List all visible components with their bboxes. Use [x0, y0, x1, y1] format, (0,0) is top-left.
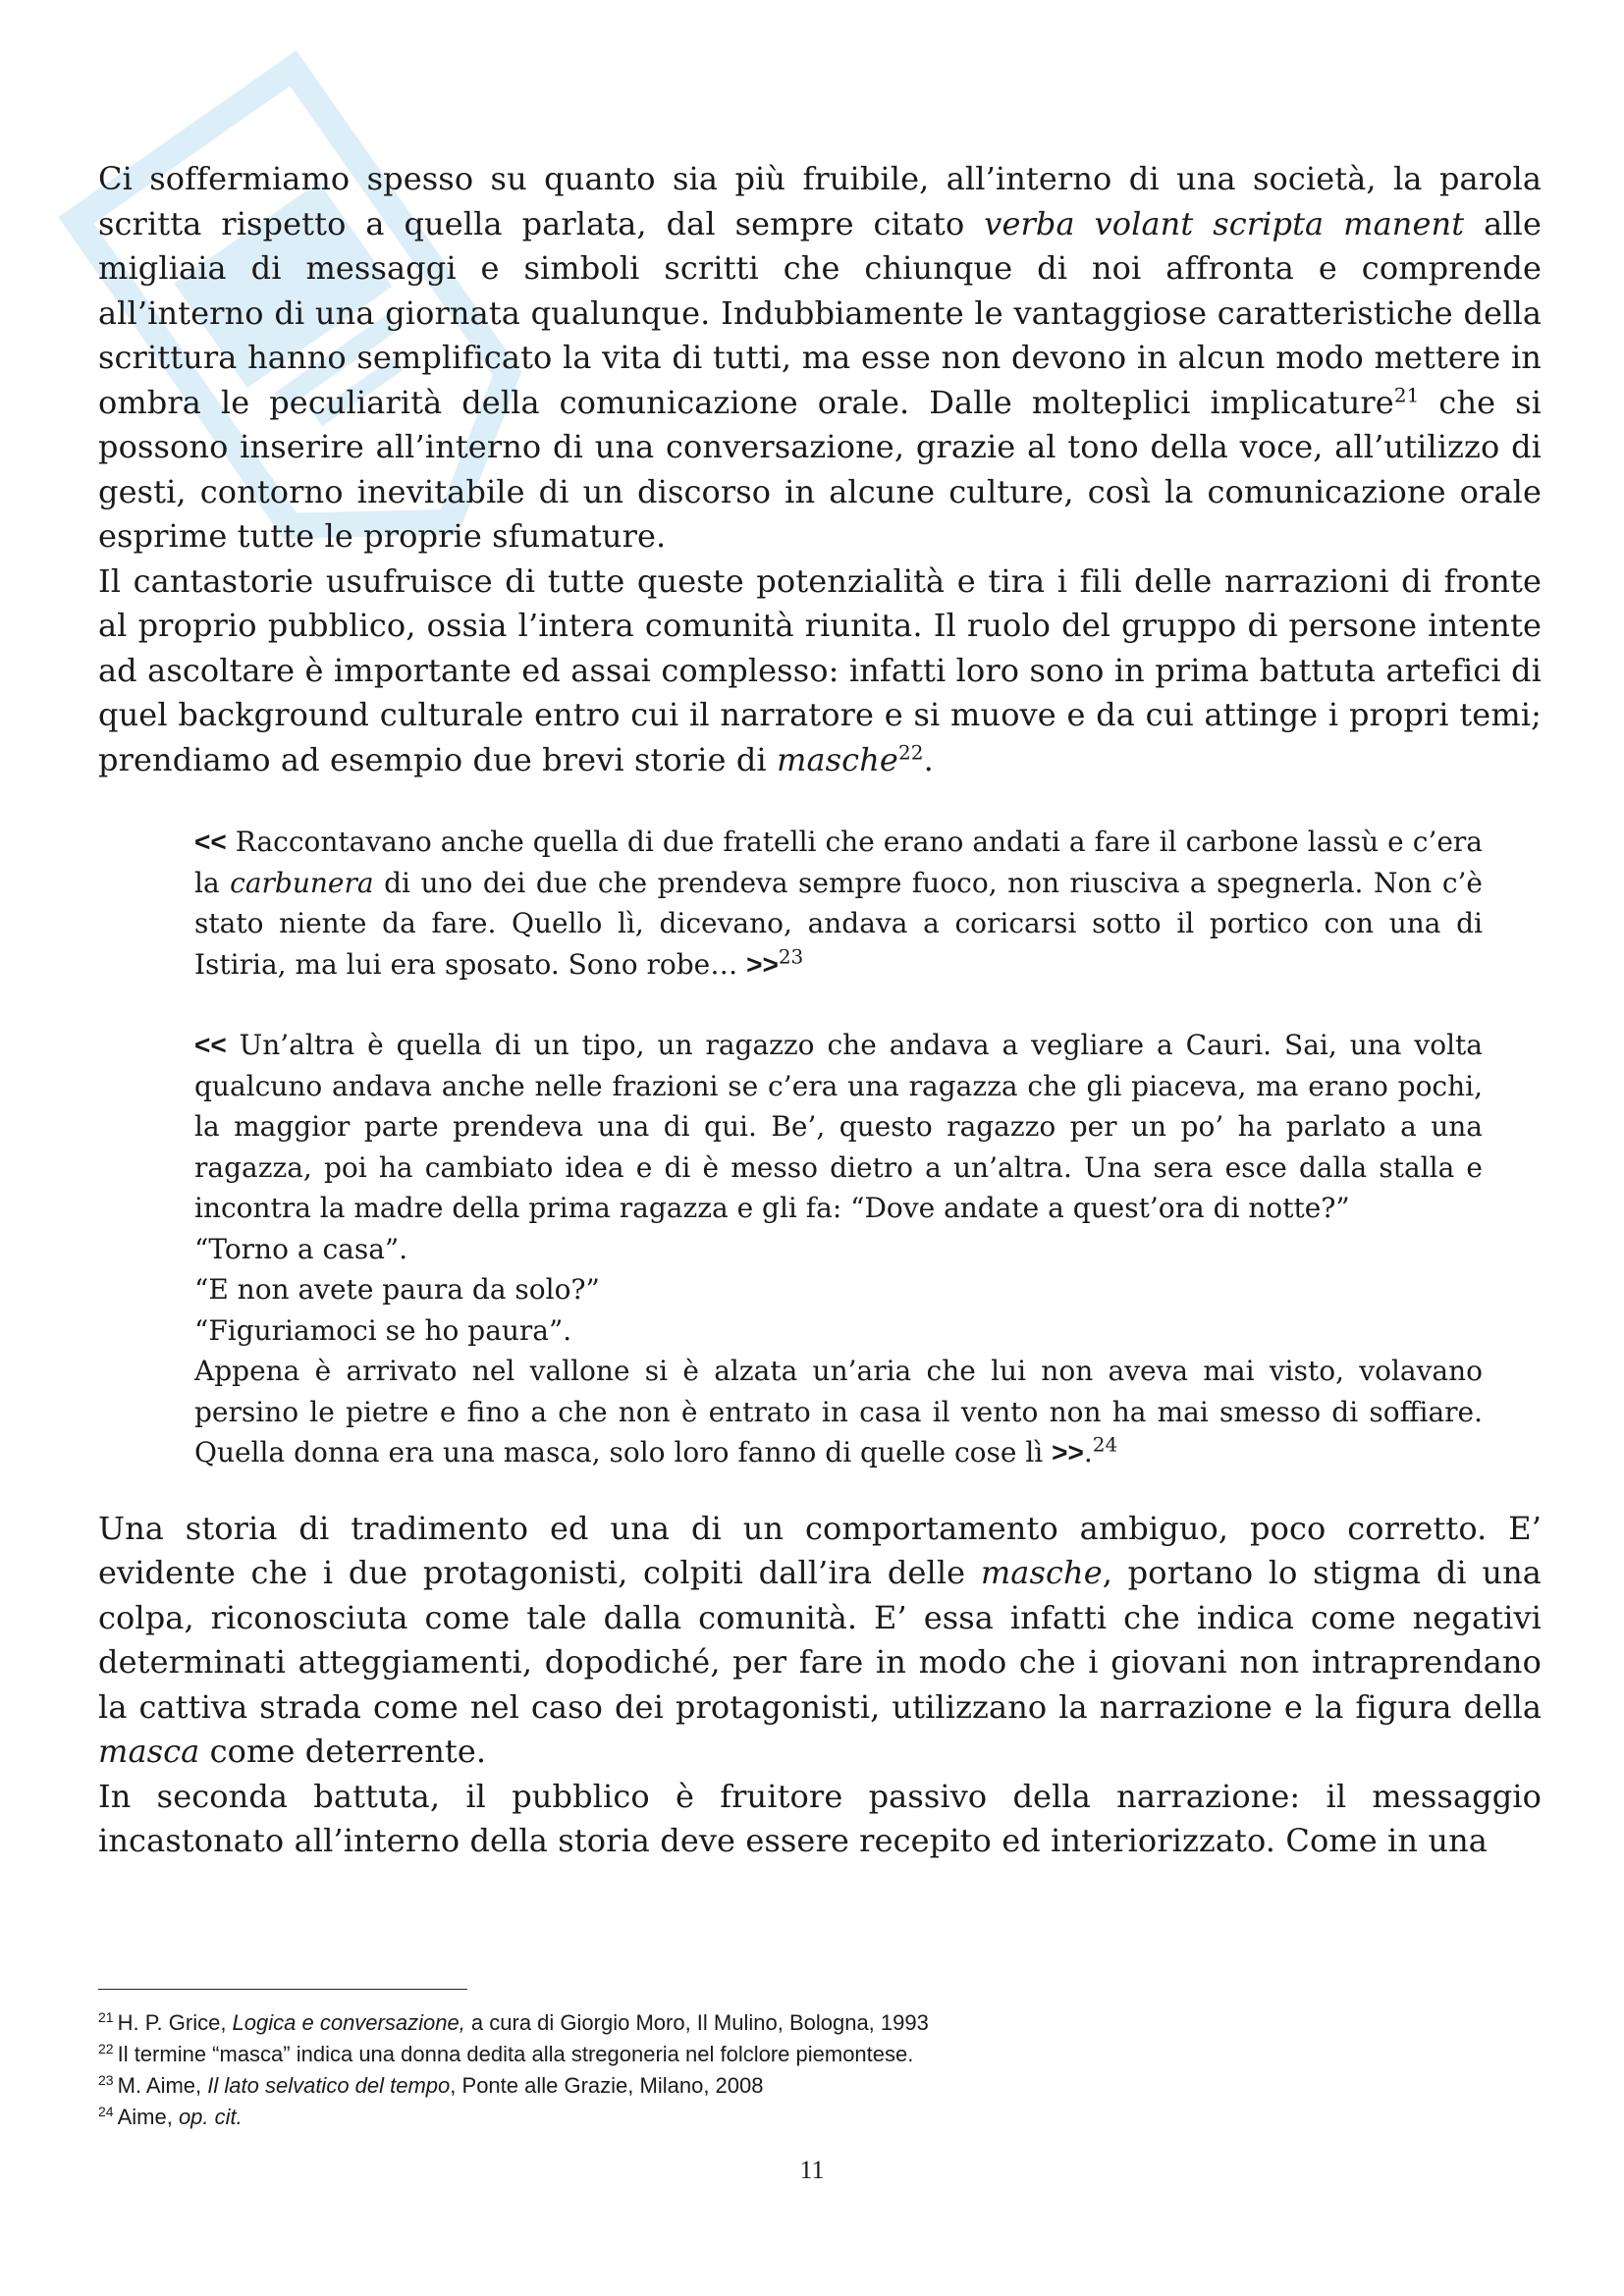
quote-dialogue-line: “E non avete paura da solo?” [194, 1273, 600, 1306]
page-number: 11 [799, 2156, 825, 2184]
footnote-23: $^{23}$ M. Aime, Il lato selvatico del tempo, Ponte alle Grazie, Milano, 2008 [98, 2071, 764, 2098]
paragraph-tradimento: Una storia di tradimento ed una di un comportamento ambiguo, poco corretto. E’ evidente che i due protagonisti, colpiti dall’ira delle masche, portano lo stigma di una colpa, riconosciuta come tale dalla comunità. E’ essa infatti che indica come negativi determinati atteggiamenti, dopodiché, per fare in modo che i giovani non intraprendano la cattiva strada come nel caso dei protagonisti, utilizzano la narrazione e la figura della masca come deterrente. [98, 1509, 1542, 1770]
paragraph-cantastorie: Il cantastorie usufruisce di tutte queste potenzialità e tira i fili delle narrazioni di fronte al proprio pubblico, ossia l’intera comunità riunita. Il ruolo del gruppo di persone intente ad ascoltare è importante ed assai complesso: infatti loro sono in prima battuta artefici di quel background culturale entro cui il narratore e si muove e da cui attinge i propri temi; prendiamo ad esempio due brevi storie di masche$^{22}$. [98, 561, 1542, 778]
footnote-ref-21[interactable]: 21 [1393, 382, 1420, 406]
page-body [98, 157, 1542, 1864]
footnote-ref-24[interactable]: 24 [1092, 1432, 1118, 1457]
footnote-ref-22[interactable]: 22 [897, 739, 924, 764]
footnote-21: $^{21}$ H. P. Grice, Logica e conversazione, a cura di Giorgio Moro, Il Mulino, Bologna, 1993 [98, 2008, 929, 2035]
block-quotes [194, 822, 1483, 1473]
quote-dialogue-line: “Torno a casa”. [194, 1232, 408, 1265]
quote-masca: << Un’altra è quella di un tipo, un ragazzo che andava a vegliare a Cauri. Sai, una volta qualcuno andava anche nelle frazioni se c’era una ragazza che gli piaceva, ma erano pochi, la maggior parte prendeva una di qui. Be’, questo ragazzo per un po’ ha parlato a una ragazza, poi ha cambiato idea e di è messo dietro a un’altra. Una sera esce dalla stalla e incontra la madre della prima ragazza e gli fa: “Dove andate a quest’ora di notte?” “Torno a casa”. “E non avete paura da solo?” “Figuriamoci se ho paura”. Appena è arrivato nel vallone si è alzata un’aria che lui non aveva mai visto, volavano persino le pietre e fino a che non è entrato in casa il vento non ha mai smesso di soffiare. Quella donna era una masca, solo loro fanno di quelle cose lì >>.$^{24}$ [194, 1029, 1483, 1468]
footnote-22: $^{22}$ Il termine “masca” indica una donna dedita alla stregoneria nel folclore piemontese. [98, 2040, 914, 2066]
footnote-divider [98, 1989, 467, 1990]
quote-dialogue-line: “Figuriamoci se ho paura”. [194, 1313, 572, 1347]
paragraph-intro: Ci soffermiamo spesso su quanto sia più fruibile, all’interno di una società, la parola scritta rispetto a quella parlata, dal sempre citato verba volant scripta manent alle migliaia di messaggi e simboli scritti che chiunque di noi affronta e comprende all’interno di una giornata qualunque. Indubbiamente le vantaggiose caratteristiche della scrittura hanno semplificato la vita di tutti, ma esse non devono in alcun modo mettere in ombra le peculiarità della comunicazione orale. Dalle molteplici implicature$^{21}$ che si possono inserire all’interno di una conversazione, grazie al tono della voce, all’utilizzo di gesti, contorno inevitabile di un discorso in alcune culture, così la comunicazione orale esprime tutte le proprie sfumature. [98, 160, 1542, 555]
paragraph-seconda-battuta: In seconda battuta, il pubblico è fruitore passivo della narrazione: il messaggio incastonato all’interno della storia deve essere recepito ed interiorizzato. Come in una [98, 1777, 1542, 1859]
footnote-24: $^{24}$ Aime, op. cit. [98, 2103, 243, 2129]
quote-carbunera: << Raccontavano anche quella di due fratelli che erano andati a fare il carbone lassù e c’era la carbunera di uno dei due che prendeva sempre fuoco, non riusciva a spegnerla. Non c’è stato niente da fare. Quello lì, dicevano, andava a coricarsi sotto il portico con una di Istiria, ma lui era sposato. Sono robe… >>$^{23}$ [194, 826, 1483, 981]
footnotes [98, 1989, 1532, 2133]
footnote-ref-23[interactable]: 23 [778, 944, 804, 969]
